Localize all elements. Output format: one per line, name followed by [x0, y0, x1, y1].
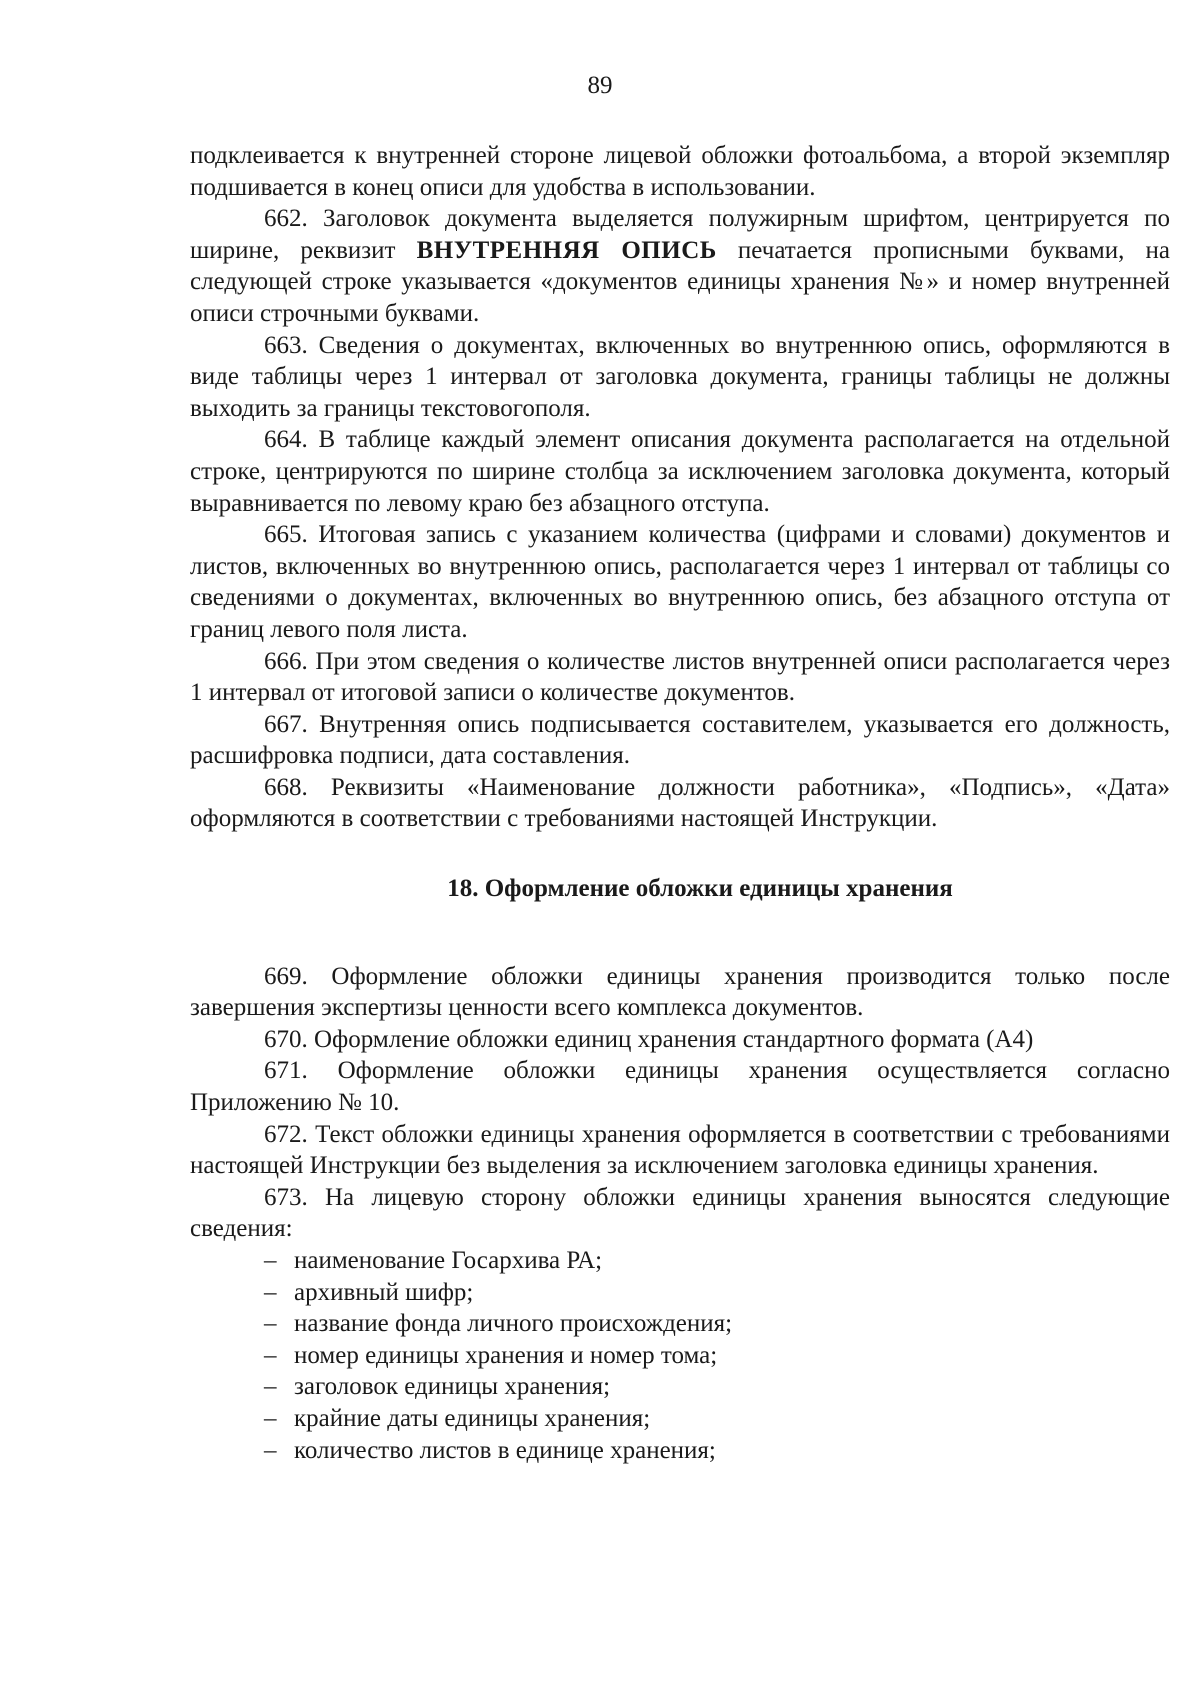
paragraph-667: 667. Внутренняя опись подписывается составителем, указывается его должность, расшифровка подписи, дата составления. — [190, 710, 1170, 770]
list-item — [264, 1277, 1170, 1309]
cover-fields-list — [190, 1245, 1170, 1466]
list-item-text: название фонда личного происхождения; — [294, 1310, 733, 1338]
paragraph-662 — [190, 203, 1170, 329]
document-body — [190, 140, 1170, 1466]
paragraph-670: 670. Оформление обложки единиц хранения стандартного формата (А4) — [264, 1025, 1034, 1053]
paragraph-663: 663. Сведения о документах, включенных во внутреннюю опись, оформляются в виде таблицы через 1 интервал от заголовка документа, границы таблицы не должны выходить за границы текстовогополя. — [190, 331, 1170, 422]
list-item-text: заголовок единицы хранения; — [294, 1373, 611, 1401]
paragraph-666: 666. При этом сведения о количестве листов внутренней описи располагается через 1 интервал от итоговой записи о количестве документов. — [190, 647, 1170, 707]
paragraph-text: Заголовок документа выделяется полужирным шрифтом, центрируется по ширине, реквизит — [190, 205, 1170, 264]
dash-marker: – — [264, 1436, 277, 1464]
dash-marker: – — [264, 1404, 277, 1432]
section-heading: 18. Оформление обложки единицы хранения — [447, 875, 953, 903]
list-item-text: количество листов в единице хранения; — [294, 1436, 716, 1464]
paragraph-671: 671. Оформление обложки единицы хранения осуществляется согласно Приложению № 10. — [190, 1057, 1170, 1117]
list-item — [264, 1403, 1170, 1435]
paragraph-673: 673. На лицевую сторону обложки единицы хранения выносятся следующие сведения: — [190, 1183, 1170, 1243]
paragraph-number: 662. — [264, 205, 308, 233]
list-item — [264, 1435, 1170, 1467]
dash-marker: – — [264, 1341, 277, 1369]
list-item — [264, 1245, 1170, 1277]
paragraph-669: 669. Оформление обложки единицы хранения производится только после завершения экспертизы ценности всего комплекса документов. — [190, 962, 1170, 1022]
paragraph-664: 664. В таблице каждый элемент описания документа располагается на отдельной строке, центрируются по ширине столбца за исключением заголовка документа, который выравнивается по левому краю без абзацного отступа. — [190, 426, 1170, 517]
paragraph-672: 672. Текст обложки единицы хранения оформляется в соответствии с требованиями настоящей Инструкции без выделения за исключением заголовка единицы хранения. — [190, 1120, 1170, 1180]
page-number: 89 — [587, 72, 613, 99]
list-item-text: наименование Госархива РА; — [294, 1247, 603, 1274]
list-item-text: архивный шифр; — [294, 1278, 474, 1306]
paragraph-text: печатается прописными буквами, на следующей строке указывается «документов единицы хранения №» и номер внутренней описи строчными буквами. — [190, 236, 1170, 327]
bold-requisite: ВНУТРЕННЯЯ ОПИСЬ — [416, 236, 717, 264]
list-item — [264, 1371, 1170, 1403]
dash-marker: – — [264, 1310, 277, 1338]
list-item — [264, 1340, 1170, 1372]
dash-marker: – — [264, 1373, 277, 1401]
list-item — [264, 1308, 1170, 1340]
dash-marker: – — [264, 1278, 277, 1306]
paragraph-665: 665. Итоговая запись с указанием количества (цифрами и словами) документов и листов, включенных во внутреннюю опись, располагается через 1 интервал от таблицы со сведениями о документах, включенных во внутреннюю опись, без абзацного отступа от границ левого поля листа. — [190, 521, 1170, 643]
list-item-text: номер единицы хранения и номер тома; — [294, 1341, 718, 1369]
list-item-text: крайние даты единицы хранения; — [294, 1404, 651, 1432]
paragraph-668: 668. Реквизиты «Наименование должности работника», «Подпись», «Дата» оформляются в соответствии с требованиями настоящей Инструкции. — [190, 773, 1170, 833]
paragraph-continuation: подклеивается к внутренней стороне лицевой обложки фотоальбома, а второй экземпляр подшивается в конец описи для удобства в использовании. — [190, 142, 1170, 201]
dash-marker: – — [264, 1247, 277, 1274]
